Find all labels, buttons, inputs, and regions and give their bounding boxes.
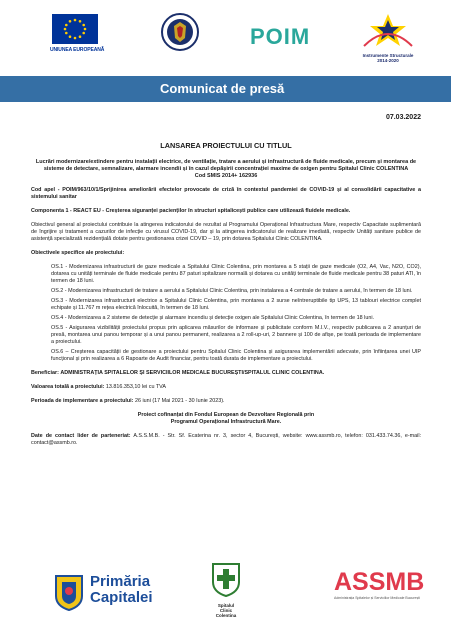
top-logos	[0, 6, 451, 64]
implementation-period-label: Perioada de implementare a proiectului:	[31, 398, 134, 404]
component: Componenta 1 - REACT EU - Creșterea siguranței pacienților în structuri spitalicești publice care utilizează fluidele medicale.	[31, 208, 351, 214]
contact-info	[31, 433, 421, 447]
call-code: Cod apel - POIM/963/10/1/Sprijinirea ameliorării efectelor provocate de criză în contextul pandemiei de COVID-19 și al consolidării capacitative a sistemului sanitar	[31, 187, 421, 200]
total-value-amount: 13.816.353,10 lei cu TVA	[105, 384, 166, 390]
objective-item: OS.6 – Creșterea capacității de gestionare a proiectului pentru Spitalul Clinic Colentina și asigurarea implementării adecvate, prin înființarea unei UIP funcțional și prin realizarea a 6 Rapoarte de Audit financiar, pentru toată durata de implementare a proiectului.	[51, 349, 421, 362]
beneficiary-value: ADMINISTRAȚIA SPITALELOR ȘI SERVICIILOR MEDICALE BUCUREȘTI/SPITALUL CLINIC COLENTINA.	[60, 370, 325, 376]
beneficiary-label: Beneficiar:	[31, 370, 59, 376]
poim-wordmark: POIM	[250, 24, 311, 49]
press-release-banner	[0, 76, 451, 102]
document-body	[31, 114, 421, 447]
objective-item: OS.3 - Modernizarea infrastructurii electrice a Spitalului Clinic Colentina, prin montarea a 2 surse neîntreruptibile tip UPS, 13 tablouri electrice complet echipate și 11.767 m rețea electrică înlocuită, în termen de 18 luni.	[51, 298, 421, 311]
instrumente-structurale-logo	[356, 12, 420, 66]
primaria-line-1: Primăria	[90, 573, 151, 590]
poim-logo	[250, 26, 322, 48]
eu-caption: UNIUNEA EUROPEANĂ	[50, 47, 105, 53]
objective-item: OS.1 - Modernizarea infrastructurii de gaze medicale a Spitalului Clinic Colentina, prin montarea a 5 stații de gaze medicale (O2, A4, Vac, N2O, CO2), dotarea cu unități terminale de fluide medicale pentru 87 paturi spitalizare normală și dotarea cu unități terminale de fluide medicale pentru 38 paturi ATI, în termen de 18 luni.	[51, 264, 421, 284]
assmb-wordmark: ASSMB	[334, 568, 425, 596]
document-date: 07.03.2022	[385, 114, 421, 121]
is-caption-1: Instrumente Structurale	[362, 53, 414, 58]
specific-objectives-label: Obiectivele specifice ale proiectului:	[31, 250, 125, 256]
banner-title: Comunicat de presă	[160, 81, 285, 96]
objective-item: OS.4 - Modernizarea a 2 sisteme de detecție și alarmare incendiu și detecție oxigen ale Spitalului Clinic Colentina, în termen de 18 luni.	[51, 315, 375, 321]
contact-label: Date de contact lider de parteneriat:	[31, 433, 131, 439]
general-objective: Obiectivul general al proiectului contribuie la atingerea indicatorului de rezultat al Programului Operațional Infrastructura Mare, respectiv Capacitate suplimentară de îngrijire și tratament a cazurilor de infecție cu virusul COVID-19, dar și la atingerea indicatorului de realizare imediată, respectiv Unități sanitare publice de asistență specializată rezidențială dotate pentru gestionarea crizei COVID – 19, prin dotarea Spitalului Clinic COLENTINA.	[31, 222, 421, 242]
assmb-subtitle: Administrația Spitalelor și Serviciilor Medicale București	[334, 596, 420, 600]
hospital-line-2: Clinic	[219, 608, 233, 613]
smis-code: Cod SMIS 2014+ 162936	[194, 173, 258, 179]
primaria-line-2: Capitalei	[90, 589, 153, 606]
objective-item: OS.2 - Modernizarea infrastructurii de tratare a aerului a Spitalului Clinic Colentina, prin instalarea a 4 centrale de tratare a aerului, în termen de 18 luni.	[51, 288, 413, 294]
is-star-icon	[356, 12, 420, 48]
cofinancing-line-1: Proiect cofinanțat din Fondul European de Dezvoltare Regională prin	[137, 412, 315, 418]
specific-objectives-list	[51, 264, 421, 363]
hospital-line-3: Colentina	[215, 613, 237, 618]
eu-flag-icon	[52, 14, 98, 44]
contact-value: A.S.S.M.B. - Str. Sf. Ecaterina nr. 3, sector 4, București, website: www.assmb.ro, telefon: 031.433.74.36, e-mail: contact@assmb.ro.	[31, 433, 422, 446]
objective-item: OS.5 - Asigurarea vizibilității proiectului propus prin aplicarea măsurilor de informare și publicitate conform M.I.V., respectiv publicarea a 2 anunțuri de presă, montarea unui panou temporar și a unui panou permanent, realizarea a 2 roll-up-uri, 2 bannere și 100 de afișe, pe toată perioada de implementare a proiectului.	[51, 325, 421, 345]
project-title	[31, 159, 421, 180]
romanian-government-logo	[160, 12, 200, 56]
assmb-logo	[334, 568, 434, 614]
beneficiary	[31, 370, 421, 377]
project-title-text: Lucrări modernizare/extindere pentru instalații electrice, de ventilație, tratare a aerului și infrastructură de fluide medicale, precum și montarea de sisteme de detectare, semnalizare, alarmare incendii și în cazul depășirii concentrației maxime de oxigen pentru Spitalul Clinic COLENTINA	[35, 159, 417, 172]
primaria-wordmark	[90, 574, 153, 606]
total-value	[31, 384, 421, 391]
implementation-period	[31, 398, 421, 405]
is-caption-2: 2014-2020	[377, 58, 399, 63]
cofinancing-note	[31, 412, 421, 426]
bucharest-crest-icon	[52, 572, 86, 612]
bottom-logos	[0, 560, 451, 630]
eu-logo	[50, 14, 105, 53]
hospital-crest-icon	[207, 560, 245, 598]
implementation-period-value: 26 iuni (17 Mai 2021 - 30 Iunie 2023).	[134, 398, 225, 404]
spitalul-clinic-colentina-logo	[207, 560, 245, 626]
hospital-line-1: Spitalul	[217, 603, 235, 608]
total-value-label: Valoarea totală a proiectului:	[31, 384, 105, 390]
primaria-capitalei-logo	[52, 572, 162, 614]
document-title: LANSAREA PROIECTULUI CU TITLUL	[160, 141, 292, 150]
cofinancing-line-2: Programul Operațional Infrastructură Mare.	[170, 419, 282, 425]
